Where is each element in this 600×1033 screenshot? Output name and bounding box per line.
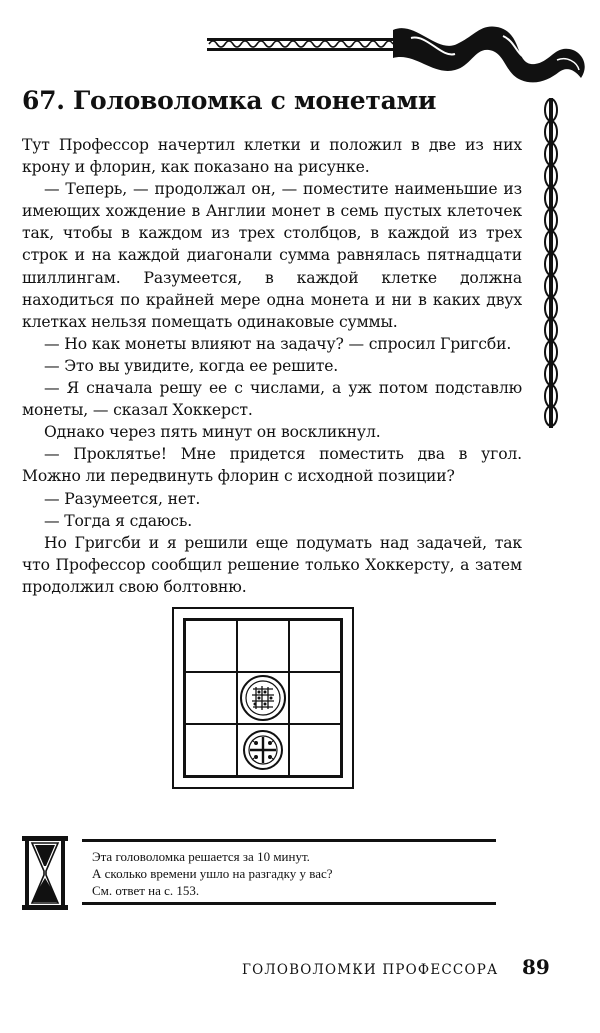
page-number: 89 [522, 955, 550, 979]
paragraph: Но Григсби и я решили еще подумать над задачей, так что Профессор сообщил решение только Хоккерсту, а затем продолжил свою болтовню. [22, 533, 522, 596]
grid-cell [185, 672, 237, 724]
grid-cell [237, 620, 289, 672]
running-footer: ГОЛОВОЛОМКИ ПРОФЕССОРА [242, 962, 499, 978]
paragraph: Тут Профессор начертил клетки и положил в две из них крону и флорин, как показано на рисунке. [22, 136, 522, 177]
paragraph: — Разумеется, нет. [44, 489, 201, 508]
grid-cell [237, 672, 289, 724]
coin-grid [183, 618, 343, 778]
paragraph: — Проклятье! Мне придется поместить два в угол. Можно ли передвинуть флорин с исходной позиции? [22, 445, 522, 486]
timer-line: См. ответ на с. 153. [92, 883, 200, 898]
paragraph: — Я сначала решу ее с числами, а уж потом подставлю монеты, — сказал Хоккерст. [22, 379, 522, 420]
florin-coin-icon [243, 730, 283, 770]
body-text [22, 134, 522, 598]
page-title: 67. Головоломка с монетами [22, 86, 437, 115]
chain-border-icon [540, 98, 562, 428]
paragraph: Однако через пять минут он воскликнул. [44, 423, 381, 442]
timer-line: А сколько времени ушло на разгадку у вас? [92, 866, 333, 881]
crown-coin-icon [240, 675, 286, 721]
grid-cell [185, 620, 237, 672]
paragraph: — Теперь, — продолжал он, — поместите наименьшие из имеющих хождение в Англии монет в семь пустых клеточек так, чтобы в каждом из трех столбцов, в каждой из трех строк и на каждой диагонали сумма равнялась пятнадцати шиллингам. Разумеется, в каждой клетке должна находиться по крайней мере одна монета и ни в каких двух клетках нельзя помещать одинаковые суммы. [22, 180, 522, 331]
timer-rule-top [82, 839, 496, 842]
grid-cell [289, 620, 341, 672]
paragraph: — Тогда я сдаюсь. [44, 511, 192, 530]
timer-line: Эта головоломка решается за 10 минут. [92, 849, 310, 864]
paragraph: — Это вы увидите, когда ее решите. [44, 356, 339, 375]
grid-cell [289, 672, 341, 724]
timer-rule-bottom [82, 902, 496, 905]
coin-grid-figure [172, 607, 354, 789]
grid-cell [237, 724, 289, 776]
paragraph: — Но как монеты влияют на задачу? — спросил Григсби. [44, 334, 512, 353]
timer-note [92, 848, 333, 899]
grid-cell [289, 724, 341, 776]
hourglass-icon [20, 836, 70, 910]
grid-cell [185, 724, 237, 776]
